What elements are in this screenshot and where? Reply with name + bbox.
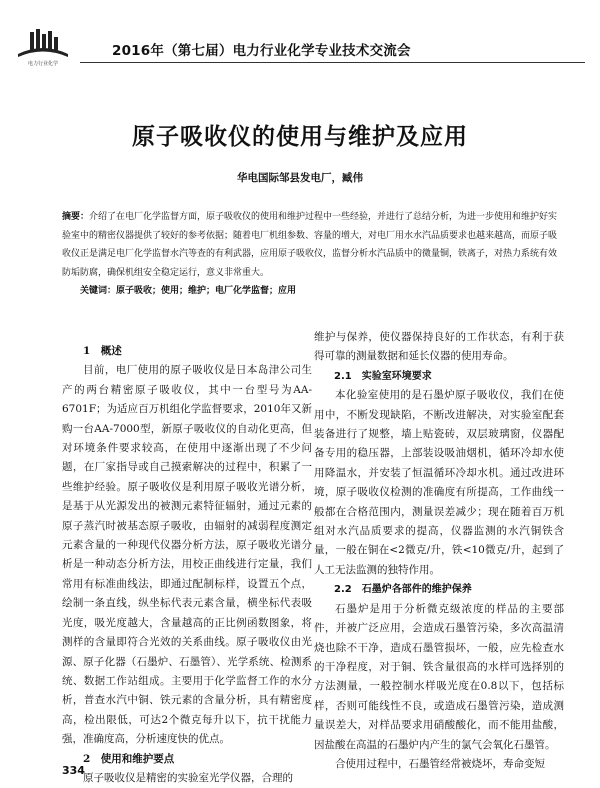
paragraph: 维护与保养，使仪器保持良好的工作状态，有利于获得可靠的测量数据和延长仪器的使用寿命。 [314, 331, 564, 363]
right-column [314, 328, 564, 774]
abstract-text: 介绍了在电厂化学监督方面，原子吸收仪的使用和维护过程中一些经验，并进行了总结分析，为进一步使用和维护好实验室中的精密仪器提供了较好的参考依据；随着电厂机组参数、容量的增大，对电厂用水水汽品质要求也越来越高，而原子吸收仪正是满足电厂化学监督水汽等查的有利武器，应用原子吸收仪，监督分析水汽品质中的微量铜，铁离子，对热力系统有效防垢防腐，确保机组安全稳定运行，意义非常重大。 [62, 212, 558, 278]
keywords [80, 283, 560, 296]
paragraph: 本化验室使用的是石墨炉原子吸收仪，我们在使用中，不断发现缺陷，不断改进解决，对实验室配套装备进行了规整，墙上贴瓷砖，双层玻璃窗，仪器配备专用的稳压器，上部装设吸油烟机，循环冷却水使用降温水，并安装了恒温循环冷却水机。通过改进环境，原子吸收仪检测的准确度有所提高，工作曲线一般都在合格范围内，测量误差减少；现在随着百万机组对水汽品质要求的提高，仪器监测的水汽铜铁含量，一般在铜在<2微克/升，铁<10微克/升，起到了人工无法监测的独特作用。 [314, 389, 564, 576]
section-heading-usage: 2 使用和维护要点 [83, 752, 175, 765]
paragraph: 原子吸收仪是精密的实验室光学仪器，合理的 [83, 771, 293, 784]
section-heading-overview: 1 概述 [83, 345, 122, 357]
conference-title: 2016年（第七届）电力行业化学专业技术交流会 [112, 43, 411, 59]
paragraph: 目前，电厂使用的原子吸收仪是日本岛津公司生产的两台精密原子吸收仪，其中一台型号为AA-6701F；为适应百万机组化学监督要求，2010年又新购一台AA-7000型，新原子吸收仪的自动化更高，但对环境条件要求较高，在使用中逐渐出现了不少问题，在厂家指导或自己摸索解决的过程中，积累了一些维护经验。原子吸收仪是利用原子吸收光谱分析，是基于从光源发出的被测元素特征辐射，通过元素的原子蒸汽时被基态原子吸收，由辐射的减弱程度测定元素含量的一种现代仪器分析方法，原子吸收光谱分析是一种动态分析方法，用校正曲线进行定量，我们常用有标准曲线法，即通过配制标样，设置五个点，绘制一条直线，纵坐标代表元素含量，横坐标代表吸光度，吸光度越大，含量越高的正比例函数图象，将测样的含量即符合光效的关系曲线。原子吸收仪由光源、原子化器（石墨炉、石墨管）、光学系统、检测系统、数据工作站组成。主要用于化学监督工作的水分析，普查水汽中铜、铁元素的含量分析，具有精密度高，检出限低，可达2个微克每升以下，抗干扰能力强，准确度高，分析速度快的优点。 [62, 364, 312, 746]
abstract [62, 208, 558, 282]
subsection-heading-furnace: 2.2 石墨炉各部件的维护保养 [334, 584, 472, 596]
keywords-label: 关键词： [80, 286, 117, 296]
paper-author: 华电国际邹县发电厂，臧伟 [237, 172, 363, 184]
header-divider [80, 62, 585, 63]
subsection-heading-lab-env: 2.1 实验室环境要求 [334, 370, 432, 382]
abstract-label: 摘要： [62, 212, 90, 222]
keywords-text: 原子吸收；使用；维护；电厂化学监督；应用 [116, 286, 297, 296]
logo-text: 电力行业化学 [27, 61, 59, 67]
left-column [62, 342, 312, 788]
paper-title: 原子吸收仪的使用与维护及应用 [132, 124, 468, 150]
page-number: 334 [62, 764, 85, 777]
paragraph: 石墨炉是用于分析微克级浓度的样品的主要部件，并被广泛应用，会造成石墨管污染，多次高温清烧也除不干净，造成石墨管损坏，一般，应先检查水的干净程度，对于铜、铁含量很高的水样可选择别的方法测量，一般控制水样吸光度在0.8以下，包括标样，否则可能线性不良，或造成石墨管污染，造成测量误差大，对样品要求用硝酸酸化，而不能用盐酸，因盐酸在高温的石墨炉内产生的氯气会氧化石墨管。 [314, 602, 564, 751]
page-header [0, 0, 600, 70]
conference-logo-icon [14, 28, 72, 68]
paragraph: 合使用过程中，石墨管经常被烧坏，寿命变短 [335, 757, 545, 770]
